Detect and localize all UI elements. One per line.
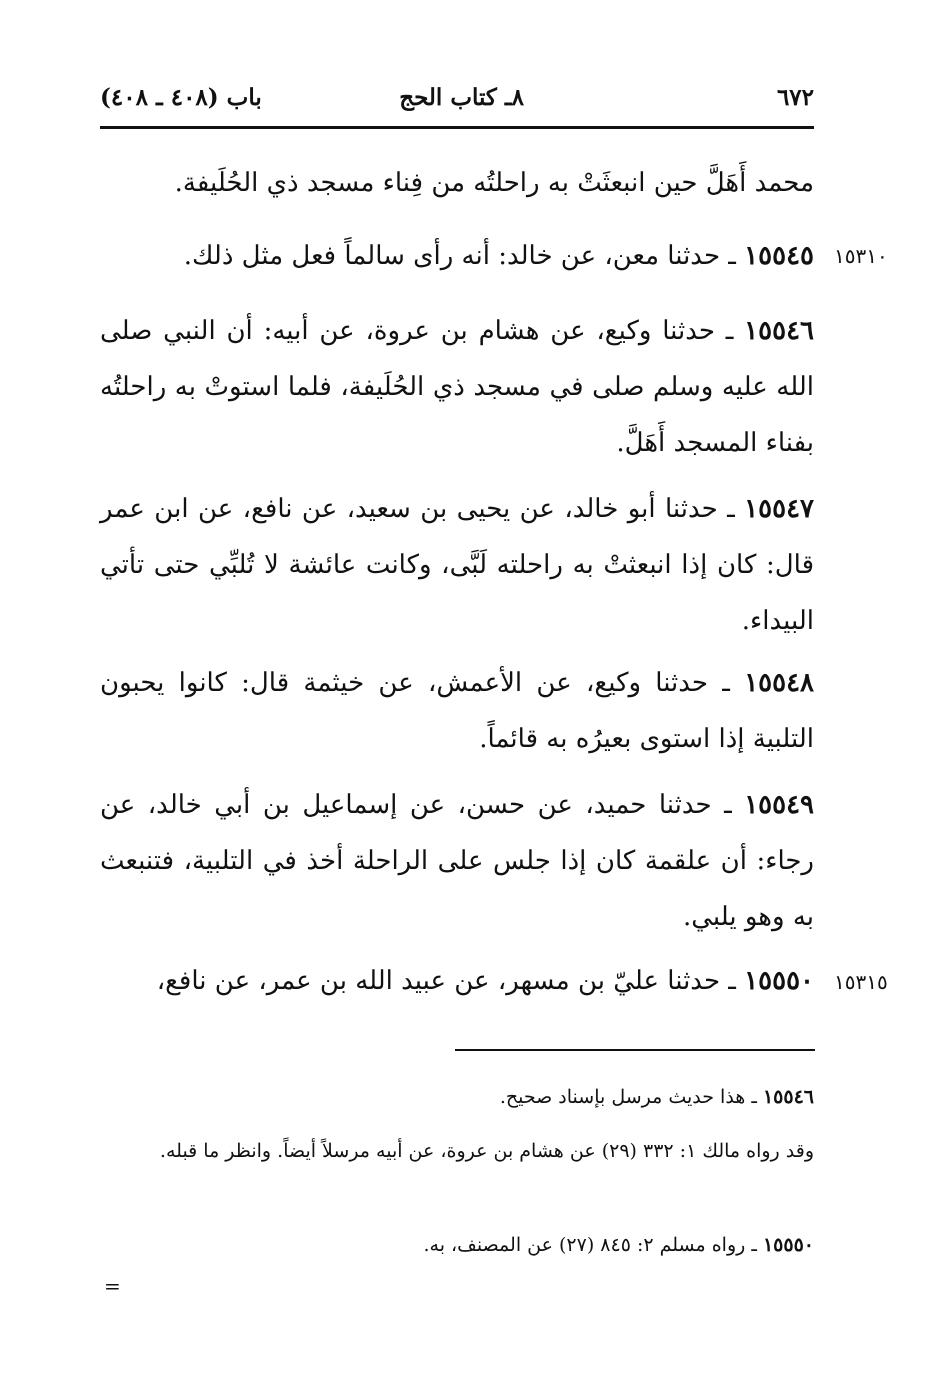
- footnote-text: ـ هذا حديث مرسل بإسناد صحيح.: [499, 1086, 757, 1108]
- hadith-number: ١٥٥٤٨: [744, 668, 815, 698]
- hadith-text: ـ حدثنا حميد، عن حسن، عن إسماعيل بن أبي خالد، عن رجاء: أن علقمة كان إذا جلس على الراحلة أخذ في التلبية، فتنبعث به وهو يلبي.: [100, 790, 814, 932]
- hadith-paragraph: [100, 953, 814, 1009]
- hadith-paragraph: [100, 777, 814, 945]
- footnote-text: وقد رواه مالك ١: ٣٣٢ (٢٩) عن هشام بن عروة، عن أبيه مرسلاً أيضاً. وانظر ما قبله.: [159, 1140, 814, 1162]
- hadith-text: ـ حدثنا وكيع، عن الأعمش، عن خيثمة قال: كانوا يحبون التلبية إذا استوى بعيرُه به قائماً.: [100, 668, 814, 754]
- footnote-number: ١٥٥٤٦: [762, 1086, 814, 1108]
- footnote-text: ـ رواه مسلم ٢: ٨٤٥ (٢٧) عن المصنف، به.: [423, 1234, 757, 1256]
- book-title: ٨ـ كتاب الحج: [399, 84, 524, 111]
- hadith-text: ـ حدثنا عليّ بن مسهر، عن عبيد الله بن عمر، عن نافع،: [156, 966, 736, 996]
- footnote: [100, 1132, 814, 1170]
- margin-number: ١٥٣١٥: [834, 970, 888, 994]
- hadith-number: ١٥٥٤٥: [744, 241, 814, 271]
- page-header: [100, 80, 814, 129]
- hadith-number: ١٥٥٥٠: [744, 966, 814, 996]
- hadith-paragraph: [100, 303, 814, 471]
- footnote: [100, 1078, 814, 1116]
- hadith-paragraph: [100, 481, 814, 649]
- hadith-number: ١٥٥٤٦: [744, 316, 814, 346]
- hadith-text: ـ حدثنا وكيع، عن هشام بن عروة، عن أبيه: أن النبي صلى الله عليه وسلم صلى في مسجد ذي الحُلَيفة، فلما استوتْ به راحلتُه بفناء المسجد أَهَلَّ.: [100, 316, 814, 458]
- margin-number: ١٥٣١٠: [834, 244, 888, 268]
- continuation-mark: =: [104, 1274, 121, 1298]
- chapter-title: باب (٤٠٨ ـ ٤٠٨): [100, 84, 262, 111]
- paragraph-text: محمد أَهَلَّ حين انبعثَتْ به راحلتُه من فِناء مسجد ذي الحُلَيفة.: [174, 168, 814, 198]
- page-number: ٦٧٢: [776, 84, 814, 111]
- hadith-number: ١٥٥٤٩: [744, 790, 815, 820]
- hadith-number: ١٥٥٤٧: [744, 494, 814, 524]
- footnote-number: ١٥٥٥٠: [762, 1234, 814, 1256]
- footnote-divider: [455, 1049, 815, 1051]
- hadith-paragraph: [100, 228, 814, 284]
- footnote: [100, 1226, 814, 1264]
- hadith-paragraph: [100, 655, 814, 767]
- paragraph: [100, 155, 814, 211]
- hadith-text: ـ حدثنا أبو خالد، عن يحيى بن سعيد، عن نافع، عن ابن عمر قال: كان إذا انبعثتْ به راحلته لَبَّى، وكانت عائشة لا تُلبِّي حتى تأتي البيداء.: [100, 494, 814, 636]
- hadith-text: ـ حدثنا معن، عن خالد: أنه رأى سالماً فعل مثل ذلك.: [183, 241, 736, 271]
